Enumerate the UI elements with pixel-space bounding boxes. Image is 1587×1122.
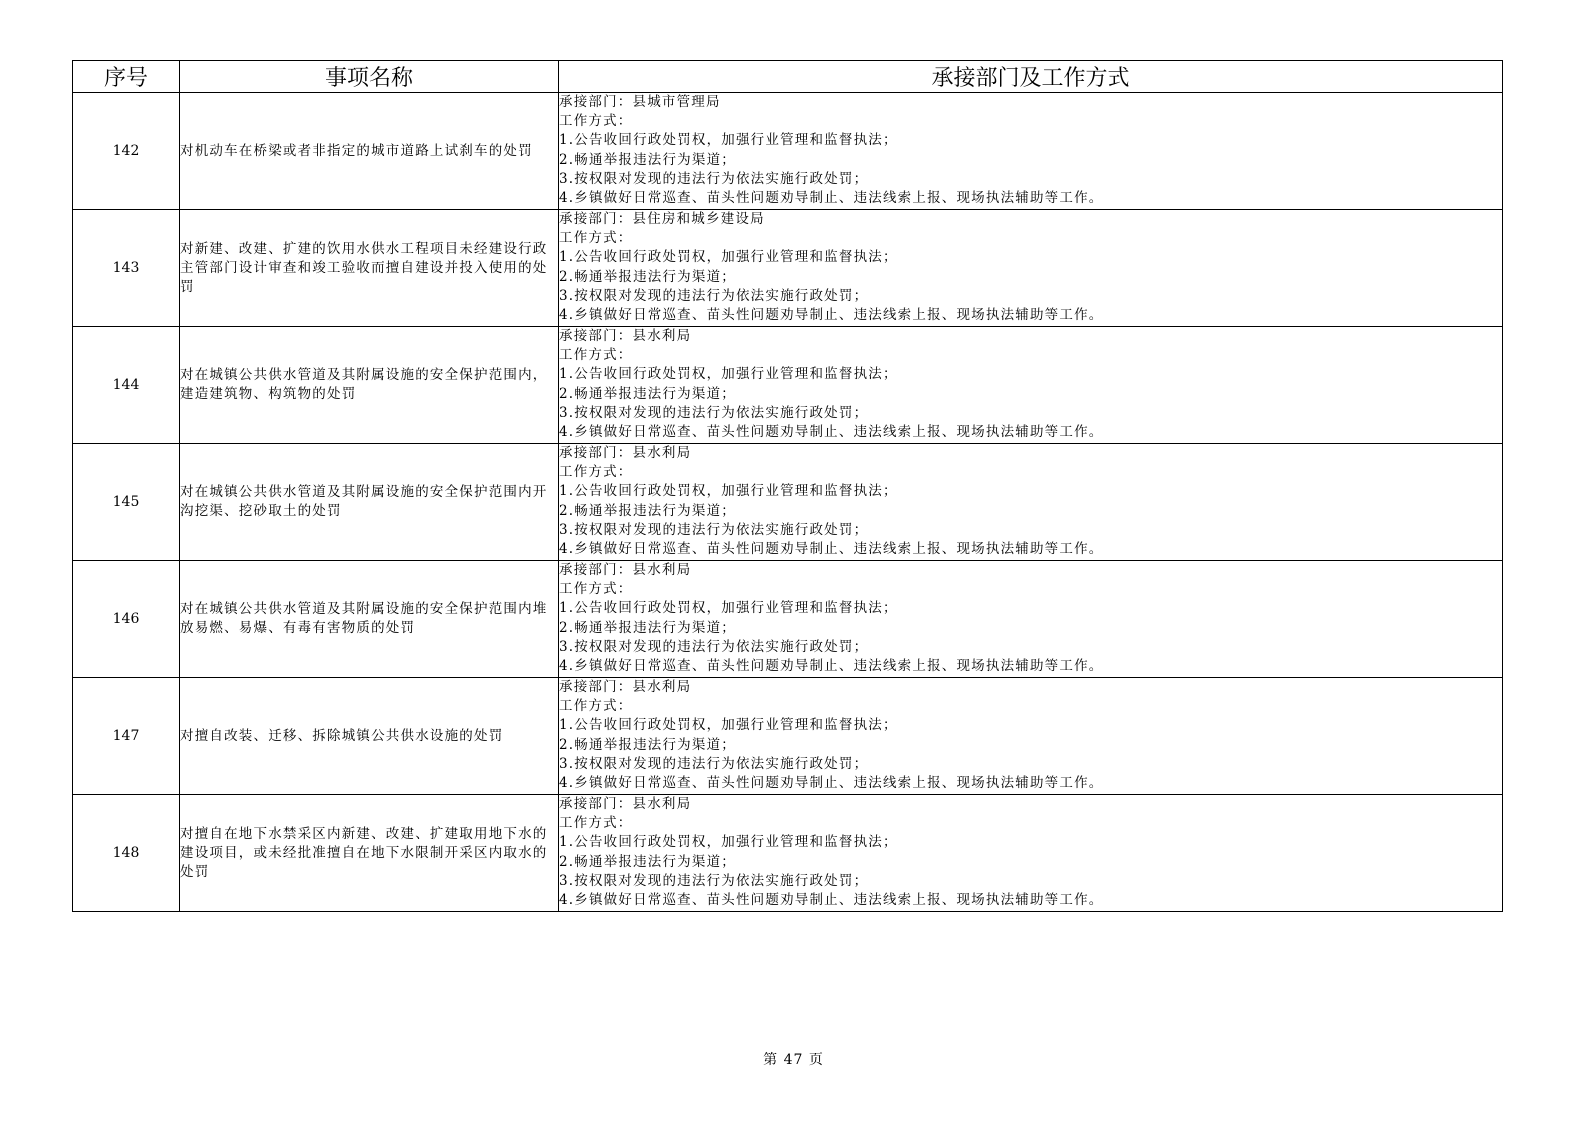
row-step-3: 3.按权限对发现的违法行为依法实施行政处罚； (559, 521, 869, 538)
table-row (73, 561, 1503, 678)
table-row (73, 327, 1503, 444)
row-department: 承接部门：县水利局 (559, 679, 692, 695)
header-index: 序号 (73, 61, 180, 93)
row-step-1: 1.公告收回行政处罚权，加强行业管理和监督执法； (559, 132, 898, 149)
row-step-4: 4.乡镇做好日常巡查、苗头性问题劝导制止、违法线索上报、现场执法辅助等工作。 (559, 190, 1104, 207)
row-method-cell (559, 444, 1503, 561)
row-item-name: 对新建、改建、扩建的饮用水供水工程项目未经建设行政主管部门设计审查和竣工验收而擅自建设并投入使用的处罚 (180, 210, 559, 327)
table-row (73, 93, 1503, 210)
row-index: 143 (73, 210, 180, 327)
row-item-name: 对在城镇公共供水管道及其附属设施的安全保护范围内，建造建筑物、构筑物的处罚 (180, 327, 559, 444)
row-item-name: 对在城镇公共供水管道及其附属设施的安全保护范围内开沟挖渠、挖砂取土的处罚 (180, 444, 559, 561)
row-step-3: 3.按权限对发现的违法行为依法实施行政处罚； (559, 170, 869, 187)
row-step-2: 2.畅通举报违法行为渠道； (559, 853, 736, 870)
row-step-2: 2.畅通举报违法行为渠道； (559, 502, 736, 519)
row-step-2: 2.畅通举报违法行为渠道； (559, 385, 736, 402)
row-step-2: 2.畅通举报违法行为渠道； (559, 619, 736, 636)
row-step-3: 3.按权限对发现的违法行为依法实施行政处罚； (559, 638, 869, 655)
header-item-name: 事项名称 (180, 61, 559, 93)
row-department: 承接部门：县住房和城乡建设局 (559, 211, 765, 227)
row-department: 承接部门：县水利局 (559, 328, 692, 344)
row-step-3: 3.按权限对发现的违法行为依法实施行政处罚； (559, 287, 869, 304)
row-way-label: 工作方式： (559, 347, 633, 364)
row-index: 142 (73, 93, 180, 210)
row-step-3: 3.按权限对发现的违法行为依法实施行政处罚； (559, 404, 869, 421)
row-department: 承接部门：县水利局 (559, 796, 692, 812)
document-sheet (72, 60, 1502, 912)
row-step-3: 3.按权限对发现的违法行为依法实施行政处罚； (559, 755, 869, 772)
row-step-4: 4.乡镇做好日常巡查、苗头性问题劝导制止、违法线索上报、现场执法辅助等工作。 (559, 541, 1104, 558)
table-row (73, 444, 1503, 561)
row-method-cell (559, 561, 1503, 678)
row-index: 144 (73, 327, 180, 444)
table-row (73, 795, 1503, 912)
row-step-1: 1.公告收回行政处罚权，加强行业管理和监督执法； (559, 483, 898, 500)
row-index: 146 (73, 561, 180, 678)
row-way-label: 工作方式： (559, 464, 633, 481)
row-department: 承接部门：县城市管理局 (559, 94, 721, 110)
row-method-cell (559, 210, 1503, 327)
row-step-1: 1.公告收回行政处罚权，加强行业管理和监督执法； (559, 600, 898, 617)
row-item-name: 对擅自在地下水禁采区内新建、改建、扩建取用地下水的建设项目，或未经批准擅自在地下水限制开采区内取水的处罚 (180, 795, 559, 912)
row-way-label: 工作方式： (559, 113, 633, 130)
row-way-label: 工作方式： (559, 581, 633, 598)
items-table (72, 60, 1503, 912)
row-step-3: 3.按权限对发现的违法行为依法实施行政处罚； (559, 872, 869, 889)
row-step-4: 4.乡镇做好日常巡查、苗头性问题劝导制止、违法线索上报、现场执法辅助等工作。 (559, 658, 1104, 675)
row-step-1: 1.公告收回行政处罚权，加强行业管理和监督执法； (559, 249, 898, 266)
table-row (73, 678, 1503, 795)
row-way-label: 工作方式： (559, 815, 633, 832)
row-method-cell (559, 327, 1503, 444)
row-department: 承接部门：县水利局 (559, 445, 692, 461)
table-header-row (73, 61, 1503, 93)
row-item-name: 对在城镇公共供水管道及其附属设施的安全保护范围内堆放易燃、易爆、有毒有害物质的处罚 (180, 561, 559, 678)
row-step-2: 2.畅通举报违法行为渠道； (559, 736, 736, 753)
row-item-name: 对擅自改装、迁移、拆除城镇公共供水设施的处罚 (180, 678, 559, 795)
row-step-2: 2.畅通举报违法行为渠道； (559, 268, 736, 285)
row-index: 145 (73, 444, 180, 561)
row-index: 148 (73, 795, 180, 912)
row-method-cell (559, 93, 1503, 210)
row-step-2: 2.畅通举报违法行为渠道； (559, 151, 736, 168)
table-row (73, 210, 1503, 327)
row-item-name: 对机动车在桥梁或者非指定的城市道路上试刹车的处罚 (180, 93, 559, 210)
row-way-label: 工作方式： (559, 230, 633, 247)
row-step-1: 1.公告收回行政处罚权，加强行业管理和监督执法； (559, 366, 898, 383)
row-step-4: 4.乡镇做好日常巡查、苗头性问题劝导制止、违法线索上报、现场执法辅助等工作。 (559, 775, 1104, 792)
row-department: 承接部门：县水利局 (559, 562, 692, 578)
row-step-4: 4.乡镇做好日常巡查、苗头性问题劝导制止、违法线索上报、现场执法辅助等工作。 (559, 892, 1104, 909)
row-step-4: 4.乡镇做好日常巡查、苗头性问题劝导制止、违法线索上报、现场执法辅助等工作。 (559, 307, 1104, 324)
row-step-4: 4.乡镇做好日常巡查、苗头性问题劝导制止、违法线索上报、现场执法辅助等工作。 (559, 424, 1104, 441)
header-department-method: 承接部门及工作方式 (559, 61, 1503, 93)
row-method-cell (559, 678, 1503, 795)
row-step-1: 1.公告收回行政处罚权，加强行业管理和监督执法； (559, 834, 898, 851)
row-way-label: 工作方式： (559, 698, 633, 715)
row-method-cell (559, 795, 1503, 912)
page-number: 第 47 页 (763, 1052, 824, 1068)
row-step-1: 1.公告收回行政处罚权，加强行业管理和监督执法； (559, 717, 898, 734)
row-index: 147 (73, 678, 180, 795)
